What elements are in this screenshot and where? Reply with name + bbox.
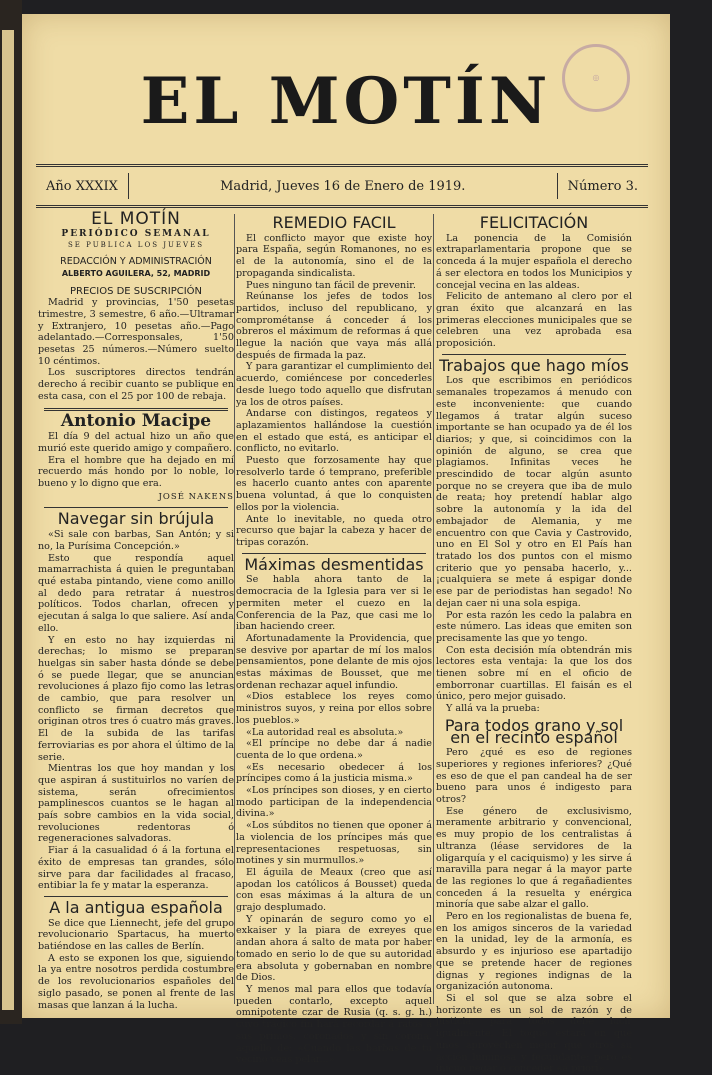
paragraph: A esto se exponen los que, siguiendo la ya entre nosotros perdida costumbre de los revolucionarios españoles del siglo pasado, se ponen al frente de las masas que lanzan á la lucha. <box>38 952 234 1011</box>
paragraph: «Los súbditos no tienen que oponer á la violencia de los príncipes más que representaciones respetuosas, sin motines y sin murmullos.» <box>236 820 432 867</box>
paragraph: Mientras los que hoy mandan y los que aspiran á sustituirlos no varíen de sistema, serán ofrecimientos pamplinescos cuantos se le hagan al país sobre cambios en la vida social, revoluciones redentoras ó regeneraciones salvadoras. <box>38 763 234 845</box>
paragraph: Pues ninguno tan fácil de prevenir. <box>246 279 416 291</box>
article-title: REMEDIO FACIL <box>272 213 396 232</box>
column-2 <box>236 212 432 1066</box>
paragraph: Felicito de antemano al clero por el gran éxito que alcanzará en las primeras elecciones municipales que se celebren una vez aprobada esa proposición. <box>436 291 632 350</box>
section-rule <box>242 553 426 554</box>
box-redaccion: REDACCIÓN Y ADMINISTRACIÓN <box>60 256 212 268</box>
paragraph: Ante lo inevitable, no queda otro recurso que bajar la cabeza y hacer de tripas corazón. <box>236 513 432 548</box>
paragraph: Afortunadamente la Providencia, que se desvive por apartar de mí los malos pensamientos, pone delante de mis ojos estas máximas de Bousset, que me ordenan rechazar aquel infundio. <box>236 632 432 691</box>
paragraph: El águila de Meaux (creo que así apodan los católicos á Bousset) queda con esas máximas á la altura de un grajo desplumado. <box>236 866 432 914</box>
paragraph: Fiar á la casualidad ó á la fortuna el éxito de empresas tan grandes, sólo sirve para dar facilidades al fracaso, entibiar la fe y matar la esperanza. <box>38 845 234 892</box>
article-title: A la antigua española <box>49 897 223 917</box>
column-rule <box>234 214 235 1004</box>
section-rule <box>44 896 228 897</box>
section-rule <box>44 507 228 508</box>
book-spine <box>0 0 22 1024</box>
paragraph: «Es necesario obedecer á los príncipes como á la justicia misma.» <box>236 761 432 785</box>
paragraph: Se dice que Liennecht, jefe del grupo revolucionario Spartacus, ha muerto batiéndose en las calles de Berlín. <box>38 917 234 953</box>
signature: JOSÉ NAKENS <box>158 491 234 502</box>
article-title: Máximas desmentidas <box>244 554 424 574</box>
paragraph: Y menos mal para ellos que todavía pueden contarlo, excepto aquel omnipotente czar de Rusia (q. s. g. h.) cuyo trágico fin hará recordar á ratos á sus primos, coronados y sin corona, aquello de: «Cuando las barbas de tu vecino veas pelar...» <box>236 984 432 1066</box>
paragraph: Pero ¿qué es eso de regiones superiores y regiones inferiores? ¿Qué es eso de que el pan candeal ha de ser bueno para unos é indigesto para otros? <box>436 747 632 806</box>
box-subtitle: PERIÓDICO SEMANAL <box>61 228 211 239</box>
prices-title: PRECIOS DE SUSCRIPCIÓN <box>69 285 203 297</box>
masthead: EL MOTÍN <box>140 64 552 139</box>
paragraph: «Los príncipes son dioses, y en cierto modo participan de la independencia divina.» <box>236 785 432 820</box>
paragraph: Pero en los regionalistas de buena fe, en los amigos sinceros de la variedad en la unidad, ley de la armonía, es absurdo y es injurioso ese apartadijo que se pretende hacer de regiones dignas y regiones indignas de la organización autonoma. <box>436 911 632 993</box>
paragraph: El conflicto mayor que existe hoy para España, según Romanones, no es el de la autonomía, sino el de la propaganda sindicalista. <box>236 232 432 279</box>
column-3 <box>436 212 632 1075</box>
paragraph: Y allá va la prueba: <box>446 703 540 715</box>
paragraph: «Dios establece los reyes como ministros suyos, y reina por ellos sobre los pueblos.» <box>236 691 432 726</box>
paragraph: Con esta decisión mía obtendrán mis lectores esta ventaja: la que los dos tienen sobre mí en el oficio de emborronar cuartillas. El faisán es el único, pero mejor guisado. <box>436 644 632 703</box>
newspaper-page <box>22 14 670 1075</box>
paragraph: Puesto que forzosamente hay que resolverlo tarde ó temprano, preferible es hacerlo cuanto antes con aparente buena voluntad, á que lo conquisten ellos por la violencia. <box>236 455 432 513</box>
paragraph: «El príncipe no debe dar á nadie cuenta de lo que ordena.» <box>236 738 432 761</box>
column-rule <box>433 214 434 1004</box>
paragraph: Reúnanse los jefes de todos los partidos, incluso del republicano, y comprométanse á conceder á los obreros el máximum de reformas á que llegue la nación que vaya más allá después de firmada la paz. <box>236 291 432 361</box>
paragraph: Si el sol que se alza sobre el horizonte es un sol de razón y de justicia, para todos debe lucir igualmente. El toque estará en que unos aprovechen mejor que otros su acción luminosa y fecundante; pero es inicuo negar ó conceder «á priori» <box>436 993 632 1075</box>
article-title: FELICITACIÓN <box>479 213 589 232</box>
article-title: Trabajos que hago míos <box>439 355 629 375</box>
paragraph: Andarse con distingos, regateos y aplazamientos hallándose la cuestión en el estado que está, es anticipar el conflicto, no evitarlo. <box>236 408 432 455</box>
paragraph: Los que escribimos en periódicos semanales tropezamos á menudo con este inconveniente: que cuando llegamos á tratar algún suceso importante se han ocupado ya de él los diarios; y que, si coincidimos con la opinión de alguno, se crea que plagiamos. Infinitas veces he prescindido de tocar algún asunto porque no se creyera que iba de mulo de reata; hoy pretendí hablar algo sobre la autonomía y la ida del embajador de Alemania, y me encuentro con que Cavia y Castrovido, uno en El Sol y otro en El País han tratado los dos puntos con el mismo criterio que yo pensaba hacerlo, y... ¡cualquiera se mete á espigar donde ese par de periodistas han segado! No dejan caer ni una sola espiga. <box>436 375 632 609</box>
year: Año XXXIX <box>46 178 118 194</box>
paragraph: Y en esto no hay izquierdas ni derechas; lo mismo se preparan huelgas sin saber hasta dónde se debe ó se puede llegar, que se anuncian revoluciones á plazo fijo como las letras de cambio, que para resolver un conflicto se firman decretos que originan otros tres ó cuatro más graves. El de la subida de las tarifas ferroviarias es por ahora el último de la serie. <box>38 634 234 763</box>
article-title: Antonio Macipe <box>60 410 212 431</box>
issue-number: Número 3. <box>567 178 638 194</box>
paragraph: Esto que respondía aquel mamarrachista á quien le preguntaban qué estaba pintando, viene como anillo al dedo para retratar á nuestros políticos. Todos charlan, ofrecen y ejecutan á salga lo que saliere. Así anda ello. <box>38 552 234 634</box>
paragraph: «La autoridad real es absoluta.» <box>246 726 404 738</box>
box-title: EL MOTÍN <box>91 209 181 229</box>
paragraph: Se habla ahora tanto de la democracia de la Iglesia para ver si le permiten meter el cuezo en la Conferencia de la Paz, que casi me lo iban haciendo creer. <box>236 574 432 633</box>
paragraph: «Si sale con barbas, San Antón; y si no, la Purísima Concepción.» <box>38 529 234 552</box>
subscribers-note: Los suscriptores directos tendrán derecho á recibir cuanto se publique en esta casa, con el 25 por 100 de rebaja. <box>38 367 234 402</box>
paragraph: Ese género de exclusivismo, meramente arbitrario y convencional, es muy propio de los centralistas á ultranza (léase servidores de la oligarquía y el caciquismo) y les sirve á maravilla para negar á la mayor parte de las regiones lo que á regañadientes conceden á la resuelta y enérgica minoría que sabe alzar el gallo. <box>436 805 632 911</box>
paragraph: Y opinarán de seguro como yo el exkaiser y la piara de exreyes que andan ahora á salto de mata por haber tomado en serio lo de que su autoridad era absoluta y gobernaban en nombre de Dios. <box>236 913 432 984</box>
previous-page-edge <box>2 30 14 1010</box>
dateline <box>36 164 648 208</box>
box-publish-day: SE PUBLICA LOS JUEVES <box>68 241 204 250</box>
paragraph: La ponencia de la Comisión extraparlamentaria propone que se conceda á la mujer española el derecho á ser electora en todos los Municipios y concejal vecina en las aldeas. <box>436 232 632 291</box>
box-address: ALBERTO AGUILERA, 52, MADRID <box>61 268 211 278</box>
column-1 <box>38 209 234 1012</box>
article-title: Navegar sin brújula <box>57 509 215 529</box>
section-rule <box>442 354 626 355</box>
paragraph: Por esta razón les cedo la palabra en este número. Las ideas que emiten son precisamente las que yo tengo. <box>436 609 632 644</box>
date: Madrid, Jueves 16 de Enero de 1919. <box>220 178 466 194</box>
paragraph: Era el hombre que ha dejado en mí recuerdo más hondo por lo noble, lo bueno y lo digno que era. <box>38 454 234 490</box>
library-stamp: ◎ <box>562 44 630 112</box>
prices-text: Madrid y provincias, 1'50 pesetas trimestre, 3 semestre, 6 año.—Ultramar y Extranjero, 10 pesetas año.—Pago adelantado.—Corresponsales, 1'50 pesetas 25 números.—Número suelto 10 céntimos. <box>38 297 234 367</box>
paragraph: El día 9 del actual hizo un año que murió este querido amigo y compañero. <box>38 431 234 454</box>
article-title: Para todos grano y sol en el recinto español <box>444 715 624 747</box>
paragraph: Y para garantizar el cumplimiento del acuerdo, comiéncese por concederles desde luego todo aquello que disfrutan ya los de otros países. <box>236 361 432 408</box>
